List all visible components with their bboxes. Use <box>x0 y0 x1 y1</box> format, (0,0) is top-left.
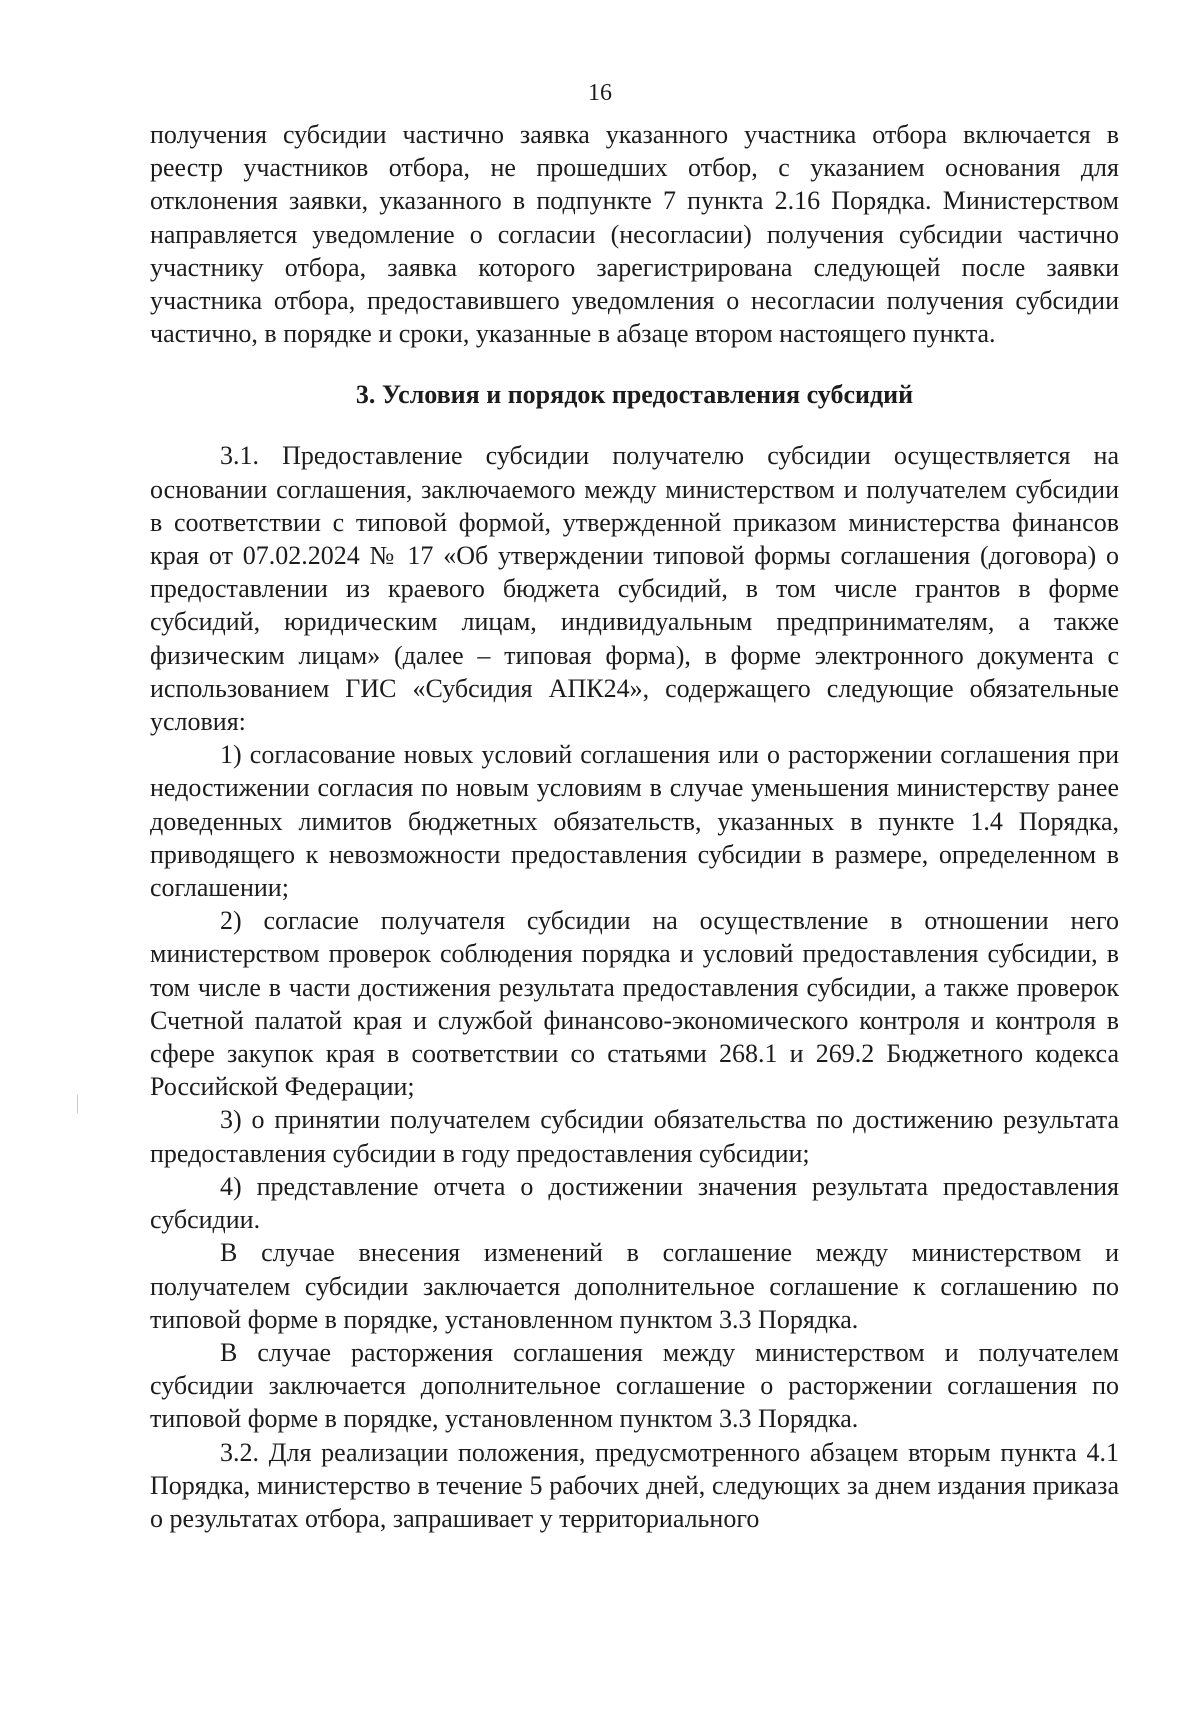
paragraph-3-1: 3.1. Предоставление субсидии получателю субсидии осуществляется на основании соглашения, заключаемого между министерством и получателем субсидии в соответствии с типовой формой, утвержденной приказом министерства финансов края от 07.02.2024 № 17 «Об утверждении типовой формы соглашения (договора) о предоставлении из краевого бюджета субсидий, в том числе грантов в форме субсидий, юридическим лицам, индивидуальным предпринимателям, а также физическим лицам» (далее – типовая форма), в форме электронного документа с использованием ГИС «Субсидия АПК24», содержащего следующие обязательные условия: <box>150 441 1119 737</box>
condition-item-3: 3) о принятии получателем субсидии обязательства по достижению результата предоставления субсидии в году предоставления субсидии; <box>150 1105 1119 1168</box>
paragraph-amendment: В случае внесения изменений в соглашение между министерством и получателем субсидии заключается дополнительное соглашение к соглашению по типовой форме в порядке, установленном пунктом 3.3 Порядка. <box>150 1238 1119 1334</box>
page-number: 16 <box>588 80 612 106</box>
paragraph-termination: В случае расторжения соглашения между министерством и получателем субсидии заключается дополнительное соглашение о расторжении соглашения по типовой форме в порядке, установленном пунктом 3.3 Порядка. <box>150 1337 1119 1434</box>
scan-artifact-mark <box>77 1095 78 1113</box>
section-title: 3. Условия и порядок предоставления субсидий <box>355 380 914 410</box>
intro-paragraph: получения субсидии частично заявка указанного участника отбора включается в реестр участников отбора, не прошедших отбор, с указанием основания для отклонения заявки, указанного в подпункте 7 пункта 2.16 Порядка. Министерством направляется уведомление о согласии (несогласии) получения субсидии частично участнику отбора, заявка которого зарегистрирована следующей после заявки участника отбора, предоставившего уведомления о несогласии получения субсидии частично, в порядке и сроки, указанные в абзаце втором настоящего пункта. <box>150 120 1119 349</box>
condition-item-1: 1) согласование новых условий соглашения или о расторжении соглашения при недостижении согласия по новым условиям в случае уменьшения министерству ранее доведенных лимитов бюджетных обязательств, указанных в пункте 1.4 Порядка, приводящего к невозможности предоставления субсидии в размере, определенном в соглашении; <box>150 740 1119 903</box>
paragraph-3-2: 3.2. Для реализации положения, предусмотренного абзацем вторым пункта 4.1 Порядка, министерство в течение 5 рабочих дней, следующих за днем издания приказа о результатах отбора, запрашивает у территориального <box>150 1437 1119 1533</box>
condition-item-4: 4) представление отчета о достижении значения результата предоставления субсидии. <box>150 1171 1119 1235</box>
document-body <box>150 118 1119 1535</box>
condition-item-2: 2) согласие получателя субсидии на осуществление в отношении него министерством проверок соблюдения порядка и условий предоставления субсидии, в том числе в части достижения результата предоставления субсидии, а также проверок Счетной палатой края и службой финансово-экономического контроля и контроля в сфере закупок края в соответствии со статьями 268.1 и 269.2 Бюджетного кодекса Российской Федерации; <box>150 906 1119 1102</box>
